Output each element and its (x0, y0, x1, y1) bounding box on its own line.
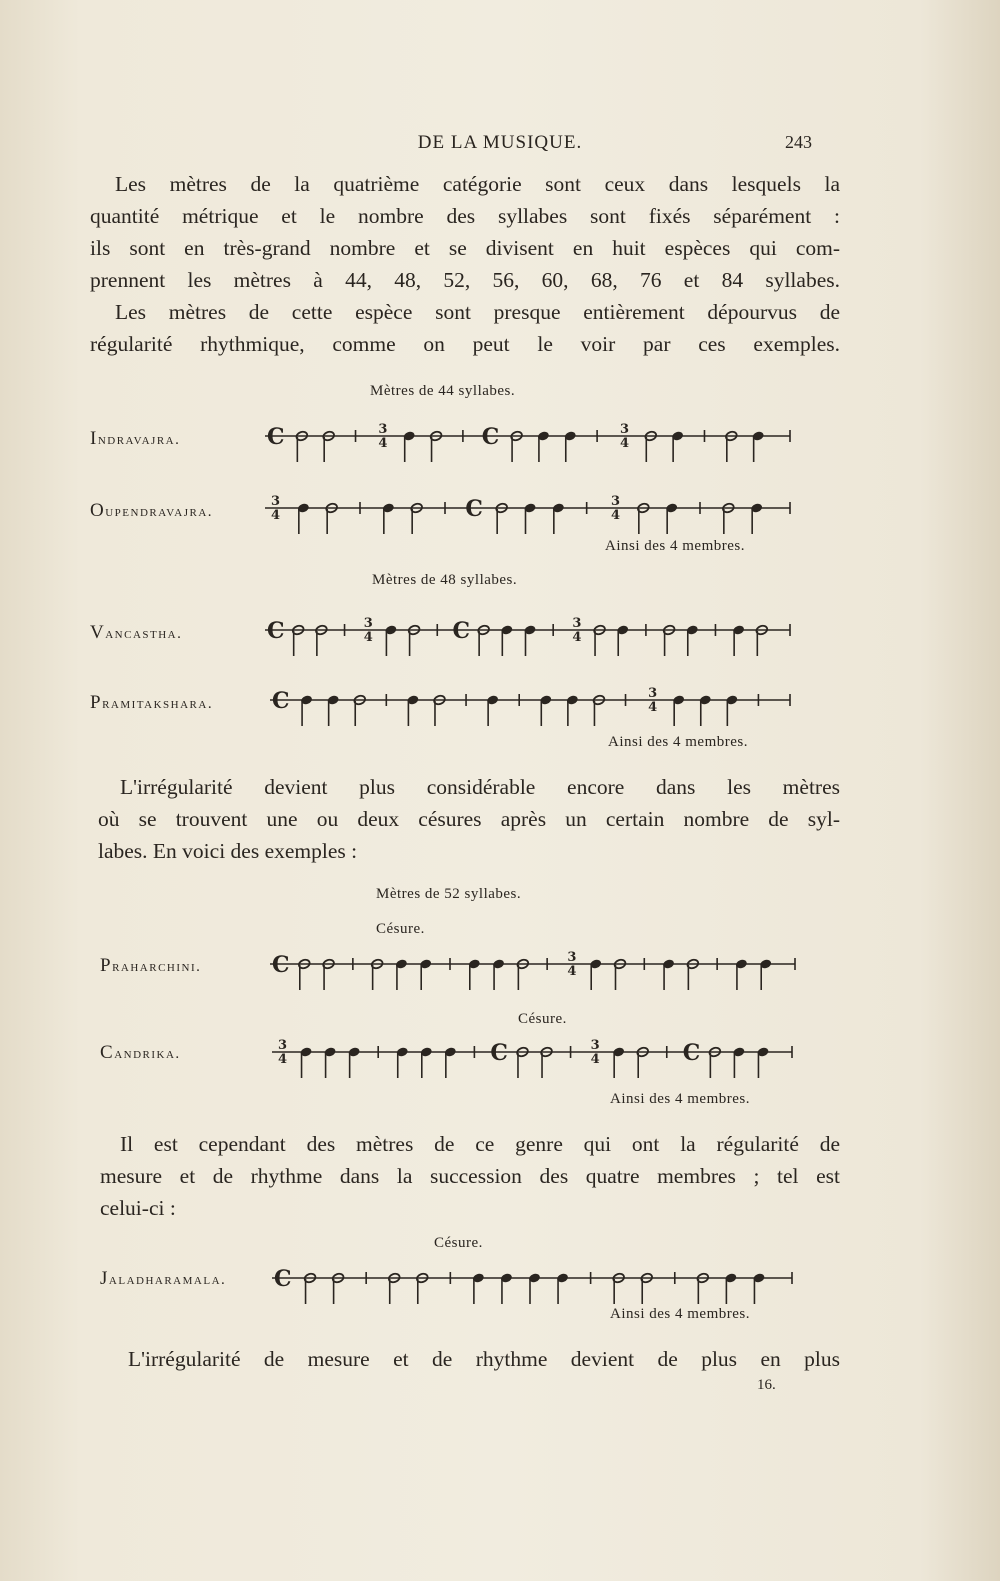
intro-paragraph (90, 168, 840, 360)
time-signature-numerator: 3 (611, 494, 621, 509)
time-signature-numerator: 3 (572, 616, 582, 631)
text-line: prennent les mètres à 44, 48, 52, 56, 60, 68, 76 et 84 syllabes. (90, 268, 840, 292)
music-staff (272, 1026, 797, 1086)
section-caption: Mètres de 44 syllabes. (370, 383, 516, 399)
section-caption: Mètres de 48 syllabes. (372, 572, 518, 588)
cesure-label: Césure. (376, 921, 425, 937)
time-signature-denominator: 4 (278, 1052, 288, 1067)
page-number: 243 (785, 132, 812, 152)
metre-label: Candrika. (100, 1042, 181, 1063)
metre-label: Indravajra. (90, 428, 181, 449)
time-signature-numerator: 3 (363, 616, 373, 631)
time-signature-numerator: 3 (567, 950, 577, 965)
closing-paragraph (128, 1343, 840, 1375)
time-signature-denominator: 4 (590, 1052, 600, 1067)
common-time-symbol: C (267, 424, 285, 450)
text-line: Les mètres de cette espèce sont presque entièrement dépourvus de (115, 300, 840, 324)
time-signature-denominator: 4 (648, 700, 658, 715)
music-staff (270, 938, 800, 998)
note-text: Ainsi des 4 membres. (605, 538, 745, 554)
metre-label: Vancastha. (90, 622, 183, 643)
note-text: Ainsi des 4 membres. (610, 1306, 750, 1322)
middle-paragraph (98, 771, 840, 867)
common-time-symbol: C (267, 618, 285, 644)
cesure-label: Césure. (518, 1011, 567, 1027)
time-signature-numerator: 3 (271, 494, 281, 509)
text-line: ils sont en très-grand nombre et se divisent en huit espèces qui com- (90, 236, 840, 260)
common-time-symbol: C (272, 952, 290, 978)
note-text: Ainsi des 4 membres. (608, 734, 748, 750)
text-line: Les mètres de la quatrième catégorie sont ceux dans lesquels la (115, 172, 840, 196)
metre-label: Pramitakshara. (90, 692, 214, 713)
text-line: labes. En voici des exemples : (98, 839, 358, 863)
music-staff (265, 410, 795, 470)
section-caption: Mètres de 52 syllabes. (376, 886, 522, 902)
time-signature-denominator: 4 (567, 964, 577, 979)
time-signature-numerator: 3 (378, 422, 388, 437)
running-head: DE LA MUSIQUE. (417, 132, 583, 153)
cesure-label: Césure. (434, 1235, 483, 1251)
time-signature-numerator: 3 (619, 422, 629, 437)
text-line: celui-ci : (100, 1196, 176, 1220)
common-time-symbol: C (490, 1040, 508, 1066)
time-signature-numerator: 3 (590, 1038, 600, 1053)
time-signature-denominator: 4 (363, 630, 373, 645)
regular-paragraph (100, 1128, 840, 1224)
music-staff (270, 674, 795, 734)
common-time-symbol: C (452, 618, 470, 644)
time-signature-denominator: 4 (611, 508, 621, 523)
music-staff (265, 604, 795, 664)
metre-label: Oupendravajra. (90, 500, 214, 521)
time-signature-denominator: 4 (378, 436, 388, 451)
text-line: mesure et de rhythme dans la succession des quatre membres ; tel est (100, 1164, 840, 1188)
text-line: régularité rhythmique, comme on peut le voir par ces exemples. (90, 332, 840, 356)
time-signature-denominator: 4 (619, 436, 629, 451)
common-time-symbol: C (274, 1266, 292, 1292)
text-line: L'irrégularité de mesure et de rhythme devient de plus en plus (128, 1347, 840, 1371)
note-text: Ainsi des 4 membres. (610, 1091, 750, 1107)
text-line: quantité métrique et le nombre des syllabes sont fixés séparément : (90, 204, 840, 228)
metre-label: Jaladharamala. (100, 1268, 227, 1289)
time-signature-denominator: 4 (572, 630, 582, 645)
text-line: L'irrégularité devient plus considérable encore dans les mètres (120, 775, 840, 799)
time-signature-numerator: 3 (648, 686, 658, 701)
common-time-symbol: C (465, 496, 483, 522)
music-staff (265, 482, 795, 542)
text-line: Il est cependant des mètres de ce genre qui ont la régularité de (120, 1132, 840, 1156)
time-signature-denominator: 4 (271, 508, 281, 523)
common-time-symbol: C (682, 1040, 701, 1066)
text-line: où se trouvent une ou deux césures après un certain nombre de syl- (98, 807, 840, 831)
common-time-symbol: C (481, 424, 500, 450)
common-time-symbol: C (272, 688, 290, 714)
signature-mark: 16. (757, 1377, 776, 1393)
time-signature-numerator: 3 (278, 1038, 288, 1053)
music-staff (272, 1252, 797, 1312)
metre-label: Praharchini. (100, 955, 202, 976)
